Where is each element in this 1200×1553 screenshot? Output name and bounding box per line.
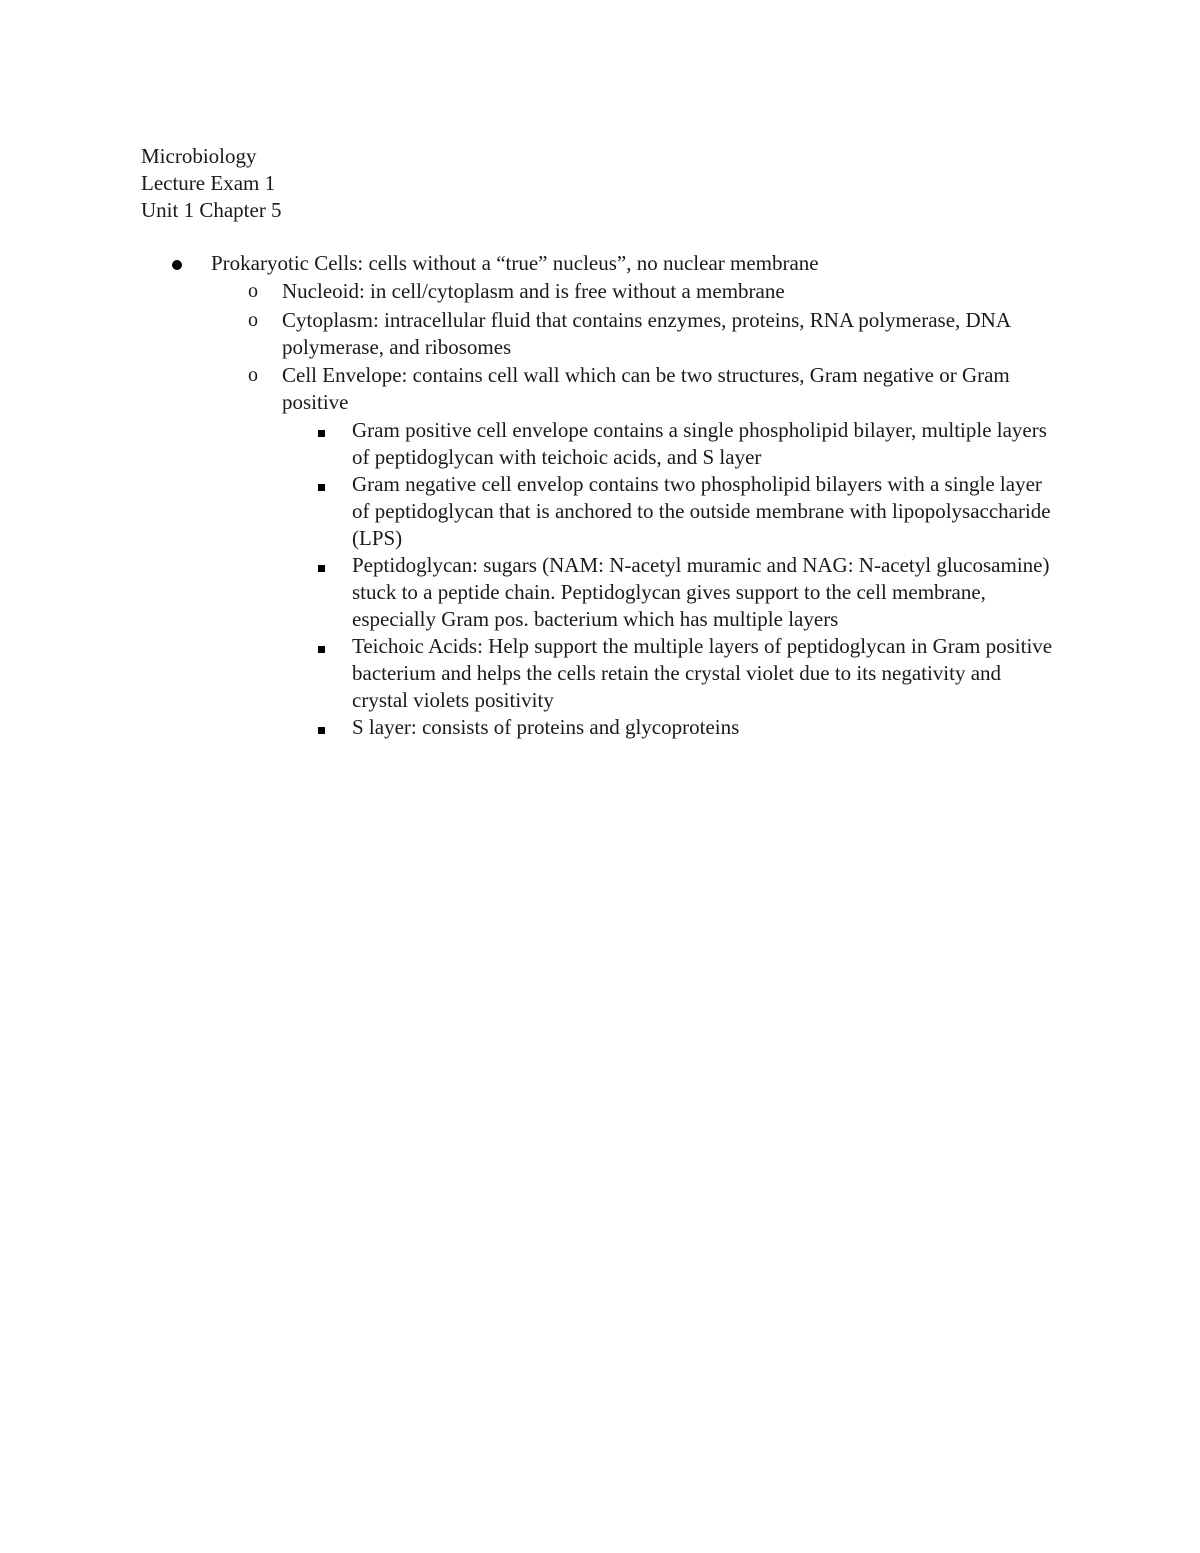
bullet-circle-icon: o [248, 309, 258, 331]
list-item-gram-positive [0, 417, 1062, 471]
item-text: Teichoic Acids: Help support the multiple layers of peptidoglycan in Gram positive bacterium and helps the cells retain the crystal violet due to its negativity and crystal violets positivity [352, 634, 1053, 712]
list-item-gram-negative [0, 471, 1062, 552]
item-text: Gram negative cell envelop contains two phospholipid bilayers with a single layer of peptidoglycan that is anchored to the outside membrane with lipopolysaccharide (LPS) [352, 472, 1051, 550]
notes-outline [0, 250, 1200, 741]
item-text: Cell Envelope: contains cell wall which can be two structures, Gram negative or Gram positive [282, 363, 1010, 414]
bullet-square-icon [318, 417, 325, 444]
bullet-dot-icon [172, 250, 182, 277]
bullet-square-icon [318, 633, 325, 660]
item-text: Cytoplasm: intracellular fluid that contains enzymes, proteins, RNA polymerase, DNA polymerase, and ribosomes [282, 308, 1010, 359]
course-title: Microbiology [141, 144, 257, 168]
item-text: Prokaryotic Cells: cells without a “true” nucleus”, no nuclear membrane [211, 251, 819, 275]
bullet-circle-icon: o [248, 280, 258, 302]
list-item-prokaryotic [0, 250, 971, 277]
list-item-nucleoid [0, 278, 1052, 305]
list-item-cell-envelope [0, 362, 1052, 416]
bullet-circle-icon: o [248, 364, 258, 386]
list-item-s-layer [0, 714, 1062, 741]
list-item-teichoic-acids [0, 633, 1062, 714]
bullet-square-icon [318, 552, 325, 579]
bullet-square-icon [318, 714, 325, 741]
bullet-square-icon [318, 471, 325, 498]
item-text: S layer: consists of proteins and glycoproteins [352, 715, 740, 739]
exam-title: Lecture Exam 1 [141, 171, 276, 195]
document-header [141, 143, 282, 224]
item-text: Peptidoglycan: sugars (NAM: N-acetyl muramic and NAG: N-acetyl glucosamine) stuck to a peptide chain. Peptidoglycan gives support to the cell membrane, especially Gram pos. bacterium which has multiple layers [352, 553, 1050, 631]
list-item-peptidoglycan [0, 552, 1062, 633]
unit-chapter: Unit 1 Chapter 5 [141, 198, 282, 222]
item-text: Nucleoid: in cell/cytoplasm and is free without a membrane [282, 279, 785, 303]
list-item-cytoplasm [0, 307, 1052, 361]
item-text: Gram positive cell envelope contains a single phospholipid bilayer, multiple layers of peptidoglycan with teichoic acids, and S layer [352, 418, 1047, 469]
